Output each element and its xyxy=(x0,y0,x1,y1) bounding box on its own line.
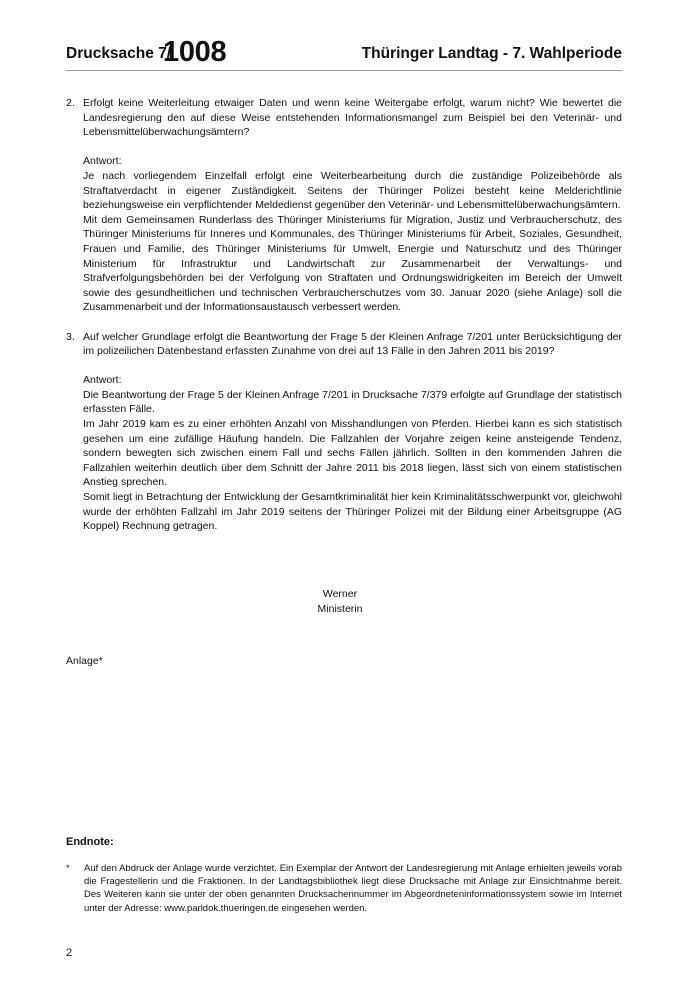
attachment-note: Anlage* xyxy=(66,655,103,667)
answer-label: Antwort: xyxy=(83,374,122,387)
endnote-heading: Endnote: xyxy=(66,836,114,848)
answer-label: Antwort: xyxy=(83,155,122,168)
question-3 xyxy=(66,330,622,359)
signature-block xyxy=(0,587,680,616)
main-content xyxy=(66,96,622,534)
page-number: 2 xyxy=(66,947,73,959)
document-label: Drucksache 7/ xyxy=(66,45,172,62)
parliament-title: Thüringer Landtag - 7. Wahlperiode xyxy=(361,45,622,62)
answer-paragraph: Somit liegt in Betrachtung der Entwicklung der Gesamtkriminalität hier kein Kriminalitätsschwerpunkt vor, gleichwohl wurde der erhöhten Fallzahl im Jahr 2019 seitens der Thüringer Polizei mit der Bildung einer Arbeitsgruppe (AG Koppel) Rechnung getragen. xyxy=(83,491,622,533)
question-number: 3. xyxy=(66,330,75,343)
answer-paragraph: Mit dem Gemeinsamen Runderlass des Thüringer Ministeriums für Migration, Justiz und Verbraucherschutz, des Thüringer Ministeriums für Inneres und Kommunales, des Thüringer Ministeriums für Arbeit, Soziales, Gesundheit, Frauen und Familie, des Thüringer Ministeriums für Umwelt, Energie und Naturschutz und des Thüringer Ministerium für Infrastruktur und Landwirtschaft zur Zusammenarbeit der Verwaltungs- und Strafverfolgungsbehörden bei der Verfolgung von Straftaten und Ordnungswidrigkeiten im Bereich der Umwelt sowie des gesundheitlichen und technischen Verbraucherschutzes vom 30. Januar 2020 (siehe Anlage) soll die Zusammenarbeit und der Informationsaustausch verbessert werden. xyxy=(83,213,622,314)
answer-3 xyxy=(66,373,622,534)
answer-2 xyxy=(66,154,622,315)
endnote xyxy=(66,862,622,915)
question-text: Auf welcher Grundlage erfolgt die Beantwortung der Frage 5 der Kleinen Anfrage 7/201 unter Berücksichtigung der im polizeilichen Datenbestand erfassten Zunahme von drei auf 13 Fälle in den Jahren 2011 bis 2019? xyxy=(83,330,622,358)
answer-paragraph: Je nach vorliegendem Einzelfall erfolgt eine Weiterbearbeitung durch die zuständige Polizeibehörde als Straftatverdacht in eigener Zuständigkeit. Seitens der Thüringer Polizei besteht keine Melderichtlinie beziehungsweise ein verpflichtender Meldedienst gegenüber den Veterinär- und Lebensmittelüberwachungsämtern. xyxy=(83,169,622,212)
question-text: Erfolgt keine Weiterleitung etwaiger Daten und wenn keine Weitergabe erfolgt, warum nicht? Wie bewertet die Landesregierung den auf diese Weise entstehenden Informationsmangel zum Beispiel bei den Veterinär- und Lebensmittelüberwachungsämtern? xyxy=(83,97,622,139)
answer-paragraph: Im Jahr 2019 kam es zu einer erhöhten Anzahl von Misshandlungen von Pferden. Hierbei kann es sich statistisch gesehen um eine zufällige Häufung handeln. Die Fallzahlen der Vorjahre zeigen keine ansteigende Tendenz, sondern bewegten sich zwischen einem Fall und sechs Fällen jährlich. Sollten in den kommenden Jahren die Fallzahlen weiterhin deutlich über dem Schnitt der Jahre 2011 bis 2018 liegen, lässt sich von einem statistischen Anstieg sprechen. xyxy=(83,418,622,489)
document-number: 1008 xyxy=(163,36,227,68)
endnote-text: Auf den Abdruck der Anlage wurde verzichtet. Ein Exemplar der Antwort der Landesregierung mit Anlage erhielten jeweils vorab die Fragestellerin und die Fraktionen. In der Landtagsbibliothek liegt diese Drucksache mit Anlage zur Einsichtnahme bereit. Des Weiteren kann sie unter der oben genannten Drucksachennummer im Abgeordneteninformationssystem sowie im Internet unter der Adresse: www.parldok.thueringen.de eingesehen werden. xyxy=(84,863,622,914)
page-header xyxy=(66,30,622,71)
answer-paragraph: Die Beantwortung der Frage 5 der Kleinen Anfrage 7/201 in Drucksache 7/379 erfolgte auf Grundlage der statistisch erfassten Fälle. xyxy=(83,388,622,416)
question-2 xyxy=(66,96,622,140)
signatory-title: Ministerin xyxy=(317,602,363,615)
endnote-mark: * xyxy=(66,863,70,874)
signatory-name: Werner xyxy=(322,588,358,600)
question-number: 2. xyxy=(66,97,75,109)
